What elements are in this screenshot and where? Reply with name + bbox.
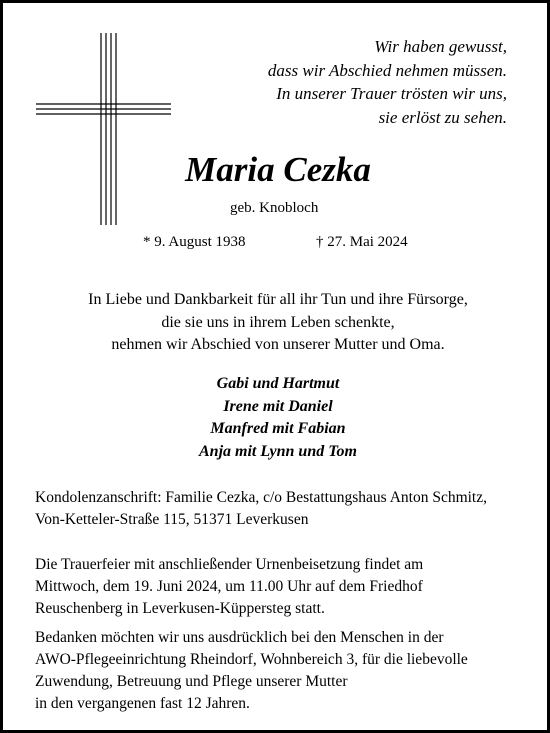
poem-line: sie erlöst zu sehen. bbox=[378, 107, 507, 127]
thanks-line: in den vergangenen fast 12 Jahren. bbox=[35, 695, 250, 712]
poem bbox=[268, 35, 507, 129]
family-member: Manfred mit Fabian bbox=[210, 420, 346, 437]
dedication-line: nehmen wir Abschied von unserer Mutter und Oma. bbox=[111, 336, 445, 353]
service-line: Die Trauerfeier mit anschließender Urnenbeisetzung findet am bbox=[35, 556, 424, 573]
poem-line: Wir haben gewusst, bbox=[374, 37, 507, 56]
service-line: Mittwoch, dem 19. Juni 2024, um 11.00 Uhr auf dem Friedhof bbox=[35, 578, 423, 595]
poem-line: dass wir Abschied nehmen müssen. bbox=[267, 60, 507, 80]
thanks-line: Bedanken möchten wir uns ausdrücklich bei den Menschen in der bbox=[35, 629, 444, 646]
family-member: Gabi und Hartmut bbox=[216, 375, 340, 392]
maiden-name: geb. Knobloch bbox=[230, 200, 319, 216]
condolence-address bbox=[35, 487, 535, 531]
birth-date: * 9. August 1938 bbox=[143, 234, 246, 250]
death-date: † 27. Mai 2024 bbox=[316, 234, 408, 250]
thanks-line: Zuwendung, Betreuung und Pflege unserer Mutter bbox=[35, 673, 348, 690]
thanks-note bbox=[35, 627, 535, 715]
poem-line: In unserer Trauer trösten wir uns, bbox=[276, 84, 507, 103]
family-member: Irene mit Daniel bbox=[223, 397, 333, 415]
condolence-line: Kondolenzanschrift: Familie Cezka, c/o Bestattungshaus Anton Schmitz, bbox=[35, 489, 487, 506]
family-member: Anja mit Lynn und Tom bbox=[199, 442, 357, 460]
dedication-text bbox=[3, 289, 550, 357]
funeral-service-info bbox=[35, 554, 535, 620]
dedication-line: die sie uns in ihrem Leben schenkte, bbox=[161, 313, 395, 331]
deceased-name: Maria Cezka bbox=[185, 150, 371, 189]
dedication-line: In Liebe und Dankbarkeit für all ihr Tun und ihre Fürsorge, bbox=[88, 291, 468, 308]
service-line: Reuschenberg in Leverkusen-Küppersteg statt. bbox=[35, 600, 325, 617]
family-signatures bbox=[3, 373, 550, 463]
thanks-line: AWO-Pflegeeinrichtung Rheindorf, Wohnbereich 3, für die liebevolle bbox=[35, 651, 468, 668]
condolence-line: Von-Ketteler-Straße 115, 51371 Leverkusen bbox=[35, 511, 309, 528]
cross-icon bbox=[33, 33, 173, 233]
